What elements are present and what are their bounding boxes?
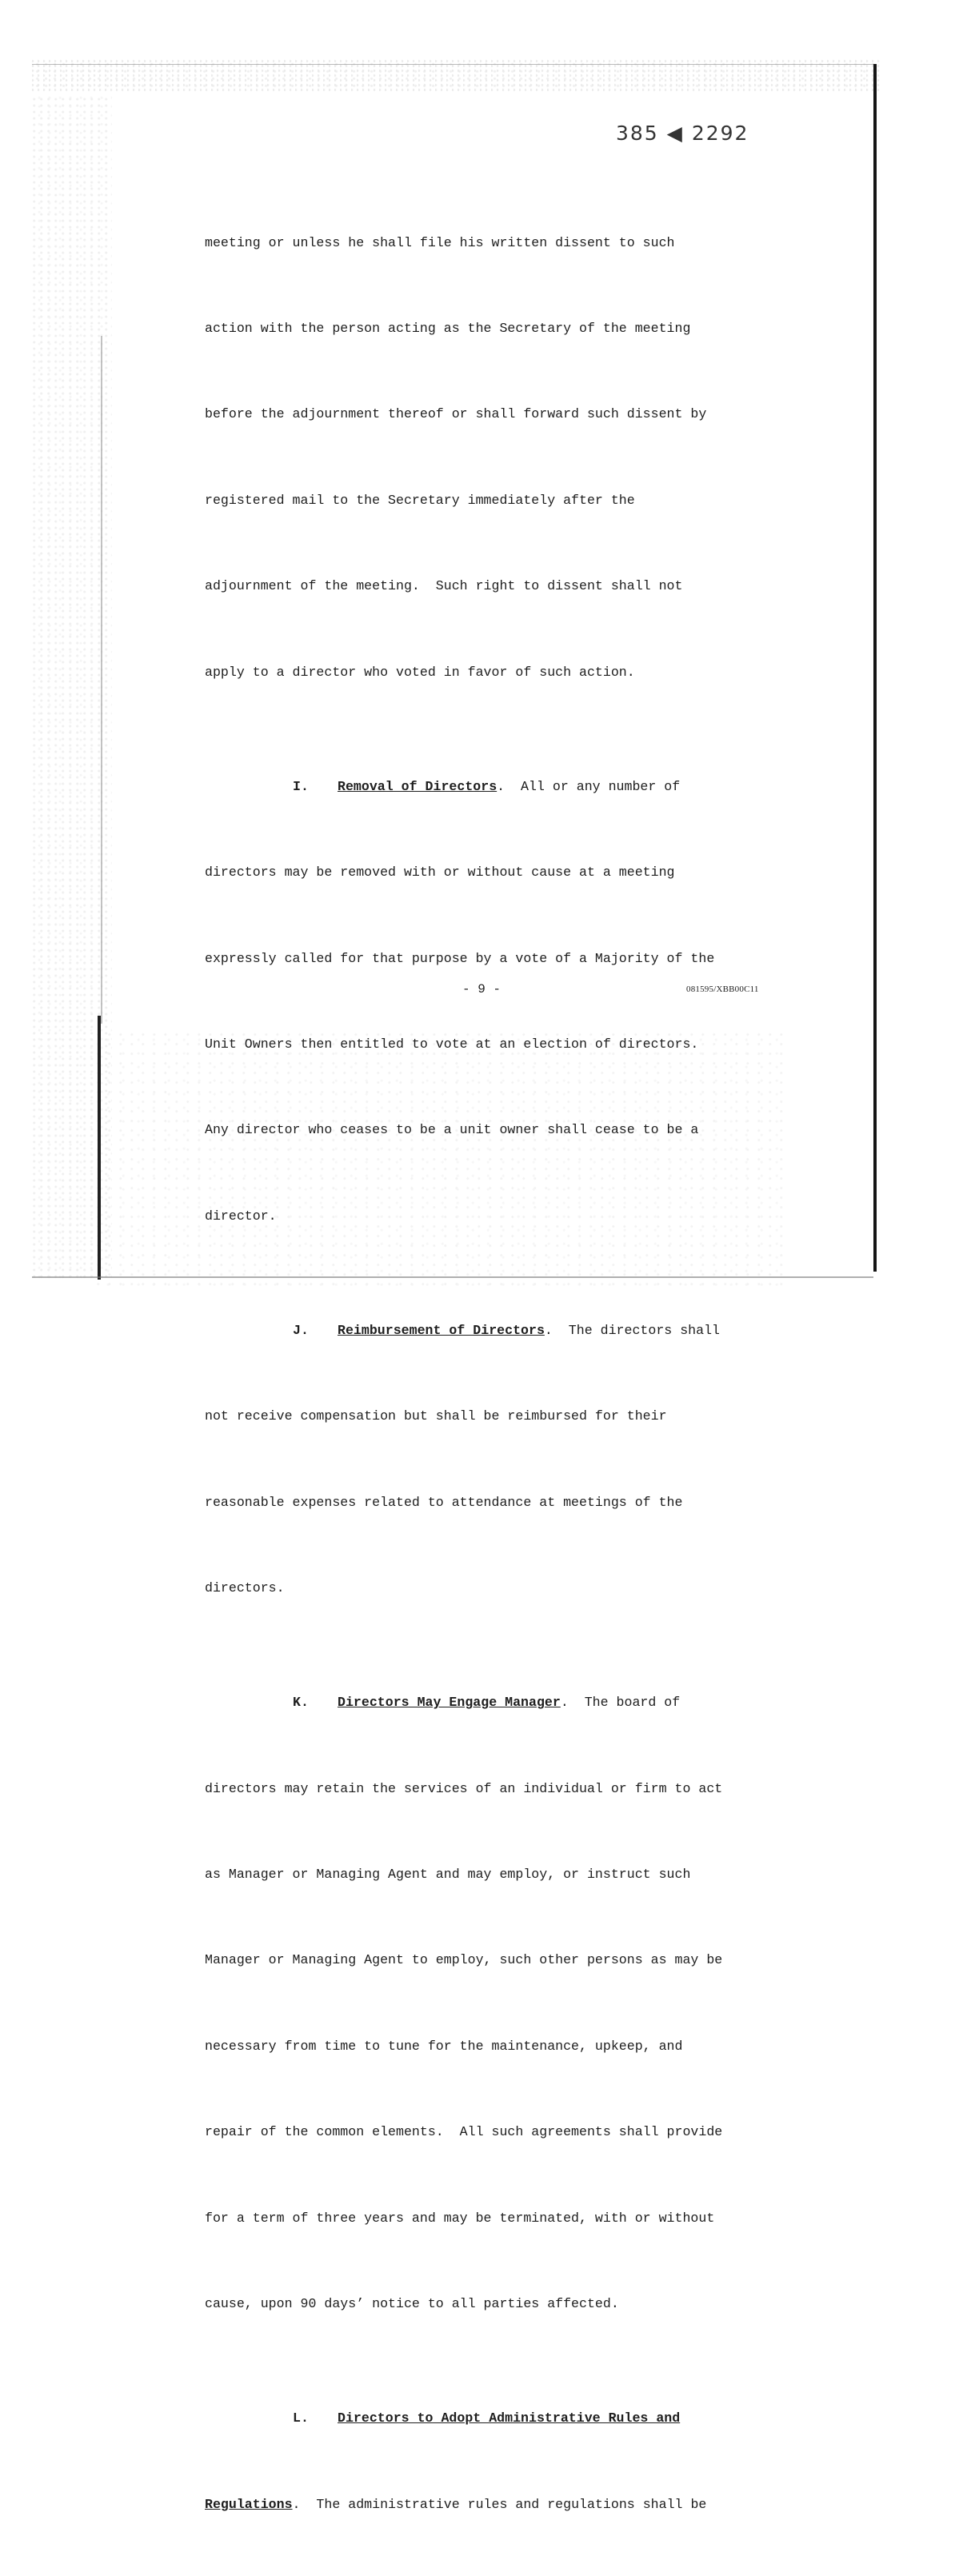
body-line: cause, upon 90 days’ notice to all parties affected. bbox=[205, 2295, 619, 2311]
section-j-heading-line bbox=[205, 1316, 781, 1345]
section-title: Directors May Engage Manager bbox=[338, 1695, 561, 1711]
page-edge-top bbox=[32, 64, 873, 65]
body-line: apply to a director who voted in favor of such action. bbox=[205, 664, 635, 680]
section-letter: J. bbox=[293, 1322, 309, 1338]
section-letter: I. bbox=[293, 778, 309, 794]
body-line: Manager or Managing Agent to employ, such other persons as may be bbox=[205, 1952, 723, 1968]
section-title-continued: Regulations bbox=[205, 2496, 293, 2512]
body-line: directors may retain the services of an individual or firm to act bbox=[205, 1780, 723, 1796]
section-l-heading-line bbox=[205, 2404, 781, 2433]
section-title: Removal of Directors bbox=[338, 778, 497, 794]
body-line: adjournment of the meeting. Such right to dissent shall not bbox=[205, 578, 683, 594]
body-line: as Manager or Managing Agent and may employ, or instruct such bbox=[205, 1867, 691, 1883]
section-l-second-line bbox=[205, 2490, 781, 2519]
section-title: Directors to Adopt Administrative Rules and bbox=[338, 2410, 681, 2426]
body-line: director. bbox=[205, 1208, 277, 1224]
document-book-page-number: 385 ◀ 2292 bbox=[616, 122, 749, 145]
section-text: . The directors shall bbox=[544, 1322, 720, 1338]
page-edge-left bbox=[98, 1016, 101, 1280]
body-line: reasonable expenses related to attendance at meetings of the bbox=[205, 1494, 683, 1510]
page-number: - 9 - bbox=[462, 982, 501, 996]
document-id: 081595/XBB00C11 bbox=[686, 984, 759, 994]
body-line: necessary from time to tune for the maintenance, upkeep, and bbox=[205, 2038, 683, 2054]
body-line: meeting or unless he shall file his written dissent to such bbox=[205, 234, 675, 250]
body-line: not receive compensation but shall be reimbursed for their bbox=[205, 1408, 667, 1424]
body-line: directors. bbox=[205, 1580, 285, 1596]
body-line: expressly called for that purpose by a vote of a Majority of the bbox=[205, 950, 715, 966]
body-line: before the adjournment thereof or shall forward such dissent by bbox=[205, 406, 707, 422]
section-letter: L. bbox=[293, 2410, 309, 2426]
body-line: Any director who ceases to be a unit owner shall cease to be a bbox=[205, 1122, 699, 1138]
document-body bbox=[205, 171, 781, 2576]
section-i-heading-line bbox=[205, 773, 781, 801]
section-letter: K. bbox=[293, 1695, 309, 1711]
body-line: directors may be removed with or without cause at a meeting bbox=[205, 865, 675, 881]
section-text: . All or any number of bbox=[497, 778, 681, 794]
section-text: . The administrative rules and regulations shall be bbox=[292, 2496, 707, 2512]
body-line: for a term of three years and may be terminated, with or without bbox=[205, 2210, 715, 2226]
page-edge-left-faint bbox=[101, 336, 102, 1024]
section-k-heading-line bbox=[205, 1688, 781, 1717]
section-text: . The board of bbox=[560, 1695, 681, 1711]
body-line: action with the person acting as the Secretary of the meeting bbox=[205, 320, 691, 336]
section-title: Reimbursement of Directors bbox=[338, 1322, 545, 1338]
body-line: repair of the common elements. All such agreements shall provide bbox=[205, 2124, 723, 2140]
body-line: registered mail to the Secretary immediately after the bbox=[205, 492, 635, 508]
page-edge-right bbox=[873, 64, 877, 1272]
body-line: Unit Owners then entitled to vote at an election of directors. bbox=[205, 1036, 699, 1052]
